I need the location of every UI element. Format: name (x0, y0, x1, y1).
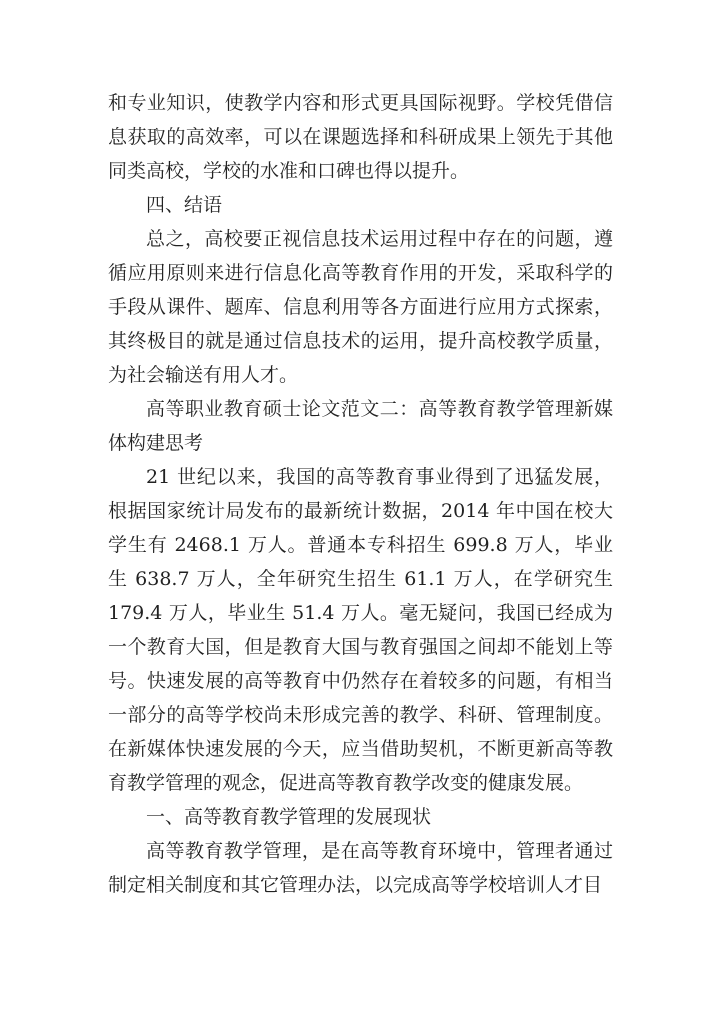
paragraph-status: 高等教育教学管理，是在高等教育环境中，管理者通过制定相关制度和其它管理办法，以完成高等学校培训人才目 (108, 840, 613, 896)
paragraph-introduction: 21 世纪以来，我国的高等教育事业得到了迅猛发展，根据国家统计局发布的最新统计数据，2014 年中国在校大学生有 2468.1 万人。普通本专科招生 699.8 万人，毕业生 638.7 万人，全年研究生招生 61.1 万人，在学研究生 179.4 万人，毕业生 51.4 万人。毫无疑问，我国已经成为一个教育大国，但是教育大国与教育强国之间却不能划上等号。快速发展的高等教育中仍然存在着较多的问题，有相当一部分的高等学校尚未形成完善的教学、科研、管理制度。在新媒体快速发展的今天，应当借助契机，不断更新高等教育教学管理的观念，促进高等教育教学改变的健康发展。 (108, 466, 613, 794)
document-body (108, 86, 613, 902)
paragraph-continuation: 和专业知识，使教学内容和形式更具国际视野。学校凭借信息获取的高效率，可以在课题选择和科研成果上领先于其他同类高校，学校的水准和口碑也得以提升。 (108, 92, 613, 182)
article-title: 高等职业教育硕士论文范文二：高等教育教学管理新媒体构建思考 (108, 398, 613, 454)
section-heading-conclusion: 四、结语 (146, 194, 223, 216)
paragraph-conclusion: 总之，高校要正视信息技术运用过程中存在的问题，遵循应用原则来进行信息化高等教育作用的开发，采取科学的手段从课件、题库、信息利用等各方面进行应用方式探索，其终极目的就是通过信息技术的运用，提升高校教学质量，为社会输送有用人才。 (108, 228, 613, 386)
section-heading-status: 一、高等教育教学管理的发展现状 (146, 806, 432, 828)
